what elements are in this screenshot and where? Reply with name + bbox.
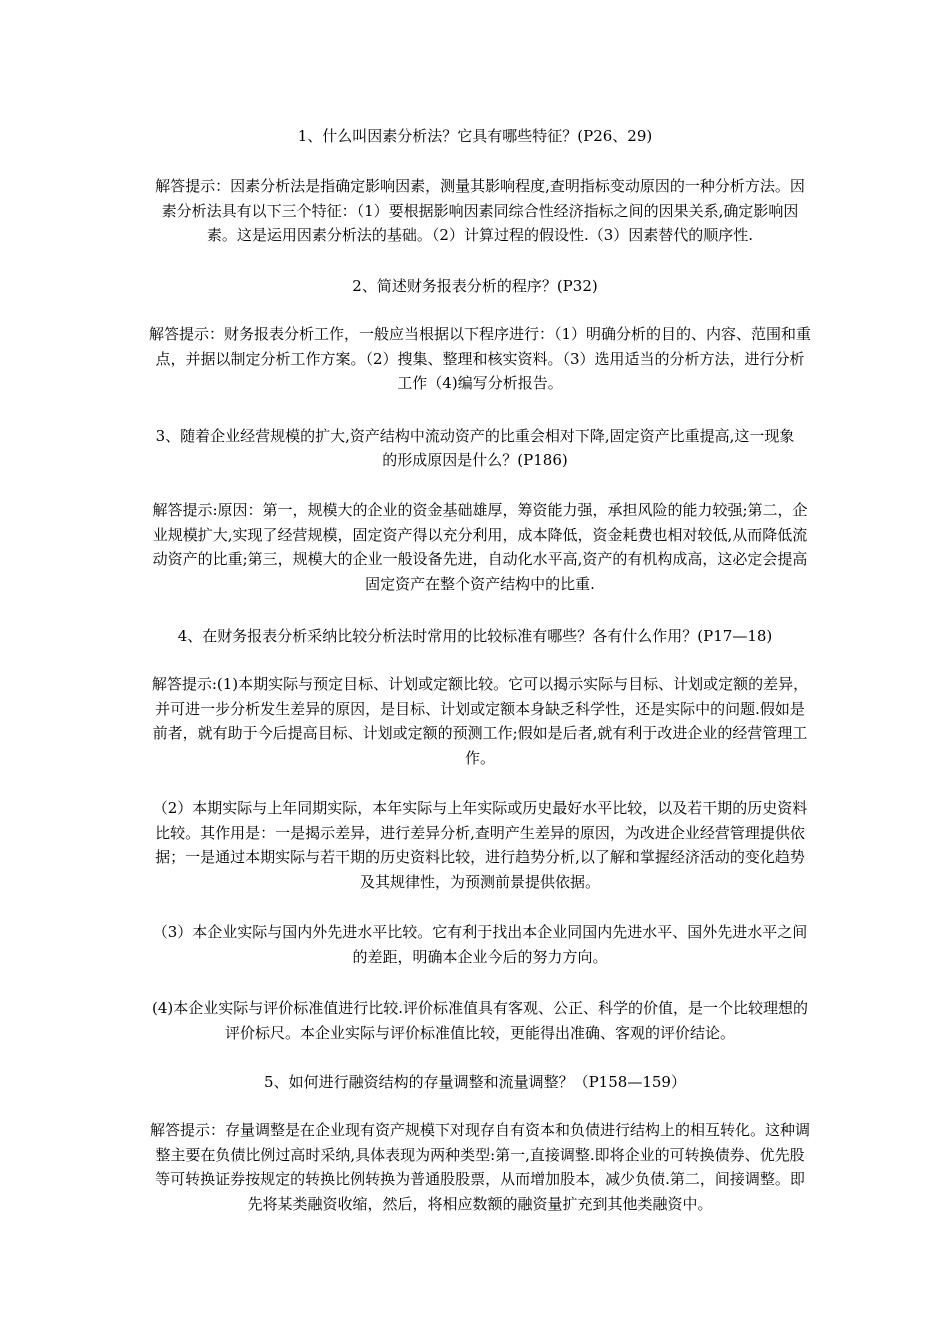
question-2: 2、简述财务报表分析的程序？(P32) (352, 277, 598, 295)
answer-3: 解答提示:原因：第一，规模大的企业的资金基础雄厚，筹资能力强，承担风险的能力较强;第二，企业规模扩大,实现了经营规模，固定资产得以充分利用，成本降低，资金耗费也相对较低,从而降低流动资产的比重;第三，规模大的企业一般设备先进，自动化水平高,资产的有机构成高，这必定会提高固定资产在整个资产结构中的比重. (152, 501, 808, 593)
answer-4-part-4: (4)本企业实际与评价标准值进行比较.评价标准值具有客观、公正、科学的价值，是一个比较理想的评价标尺。本企业实际与评价标准值比较，更能得出准确、客观的评价结论。 (151, 999, 809, 1042)
question-1: 1、什么叫因素分析法？它具有哪些特征？(P26、29) (297, 127, 653, 145)
answer-5: 解答提示：存量调整是在企业现有资产规模下对现存自有资本和负债进行结构上的相互转化。这种调整主要在负债比例过高时采纳,具体表现为两种类型:第一,直接调整.即将企业的可转换债券、优先股等可转换证券按规定的转换比例转换为普通股股票，从而增加股本，减少负债.第二，间接调整。即先将某类融资收缩，然后，将相应数额的融资量扩充到其他类融资中。 (149, 1121, 810, 1213)
answer-4-part-2: （2）本期实际与上年同期实际，本年实际与上年实际或历史最好水平比较，以及若干期的历史资料比较。其作用是：一是揭示差异，进行差异分析,查明产生差异的原因，为改进企业经营管理提供依据；一是通过本期实际与若干期的历史资料比较，进行趋势分析,以了解和掌握经济活动的变化趋势及其规律性，为预测前景提供依据。 (152, 799, 808, 891)
answer-2: 解答提示：财务报表分析工作，一般应当根据以下程序进行：（1）明确分析的目的、内容、范围和重点，并据以制定分析工作方案。（2）搜集、整理和核实资料。（3）选用适当的分析方法，进行分析工作（4)编写分析报告。 (148, 325, 812, 393)
answer-4-part-3: （3）本企业实际与国内外先进水平比较。它有利于找出本企业同国内先进水平、国外先进水平之间的差距，明确本企业今后的努力方向。 (152, 923, 808, 966)
answer-4-part-1: 解答提示:(1)本期实际与预定目标、计划或定额比较。它可以揭示实际与目标、计划或定额的差异，并可进一步分析发生差异的原因，是目标、计划或定额本身缺乏科学性，还是实际中的问题.假如是前者，就有助于今后提高目标、计划或定额的预测工作;假如是后者,就有利于改进企业的经营管理工作。 (151, 675, 809, 767)
question-4: 4、在财务报表分析采纳比较分析法时常用的比较标准有哪些？各有什么作用？(P17—18) (177, 627, 773, 645)
answer-1: 解答提示：因素分析法是指确定影响因素，测量其影响程度,查明指标变动原因的一种分析方法。因素分析法具有以下三个特征：（1）要根据影响因素同综合性经济指标之间的因果关系,确定影响因素。这是运用因素分析法的基础。（2）计算过程的假设性.（3）因素替代的顺序性. (155, 177, 805, 245)
question-3: 3、随着企业经营规模的扩大,资产结构中流动资产的比重会相对下降,固定资产比重提高,这一现象的形成原因是什么？(P186) (155, 427, 795, 469)
question-5: 5、如何进行融资结构的存量调整和流量调整？（P158—159） (264, 1073, 686, 1091)
